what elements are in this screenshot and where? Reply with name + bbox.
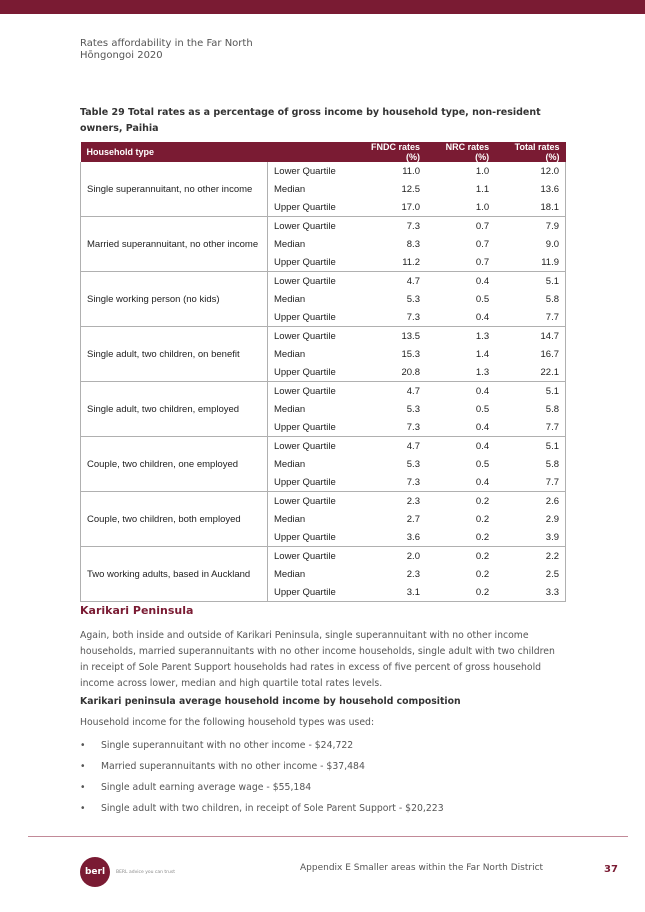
fndc-cell: 7.3 bbox=[406, 220, 420, 232]
fndc-cell: 2.0 bbox=[406, 550, 420, 562]
quartile-cell: Upper Quartile bbox=[268, 473, 352, 492]
section-title: Karikari Peninsula bbox=[80, 604, 194, 617]
table-row bbox=[81, 437, 566, 456]
nrc-cell: 0.2 bbox=[475, 550, 490, 562]
fndc-cell: 2.3 bbox=[406, 568, 420, 580]
list-item: • Single adult earning average wage - $55,184 bbox=[80, 777, 560, 798]
household-type-cell: Single adult, two children, on benefit bbox=[81, 327, 268, 382]
fndc-cell: 7.3 bbox=[352, 473, 426, 492]
total-cell: 7.9 bbox=[495, 217, 565, 236]
table-header-row bbox=[81, 142, 566, 162]
list-item: • Single superannuitant with no other income - $24,722 bbox=[80, 735, 560, 756]
nrc-cell: 0.2 bbox=[475, 495, 490, 507]
total-cell: 5.8 bbox=[495, 400, 565, 418]
household-type-cell: Couple, two children, both employed bbox=[81, 492, 268, 547]
total-cell: 2.5 bbox=[495, 565, 565, 583]
total-cell: 2.2 bbox=[495, 547, 565, 566]
quartile-cell: Median bbox=[268, 510, 352, 528]
fndc-cell: 2.3 bbox=[406, 495, 420, 507]
nrc-cell: 1.1 bbox=[475, 183, 490, 195]
quartile-cell: Median bbox=[268, 400, 352, 418]
nrc-cell: 1.3 bbox=[426, 363, 495, 382]
table-row bbox=[81, 217, 566, 236]
nrc-cell: 0.4 bbox=[475, 440, 490, 452]
nrc-cell: 0.4 bbox=[426, 473, 495, 492]
total-cell: 7.7 bbox=[495, 308, 565, 327]
table-row bbox=[81, 492, 566, 511]
fndc-cell: 3.1 bbox=[352, 583, 426, 602]
top-banner bbox=[0, 0, 645, 14]
total-cell: 14.7 bbox=[495, 327, 565, 346]
fndc-cell: 7.3 bbox=[352, 308, 426, 327]
list-item: • Married superannuitants with no other income - $37,484 bbox=[80, 756, 560, 777]
footer-divider bbox=[28, 836, 628, 837]
household-type-cell: Single superannuitant, no other income bbox=[81, 162, 268, 217]
nrc-cell: 1.0 bbox=[475, 165, 490, 177]
section-paragraph: Again, both inside and outside of Karikari Peninsula, single superannuitant with no other income households, married superannuitants with no other income households, single adult with two children in receipt of Sole Parent Support households had rates in excess of five percent of gross household income across lower, median and high quartile total rates levels. bbox=[80, 630, 555, 689]
nrc-cell: 0.7 bbox=[426, 253, 495, 272]
quartile-cell: Median bbox=[268, 235, 352, 253]
fndc-cell: 11.0 bbox=[402, 165, 420, 177]
total-cell: 3.3 bbox=[495, 583, 565, 602]
quartile-cell: Median bbox=[268, 345, 352, 363]
household-type-cell: Couple, two children, one employed bbox=[81, 437, 268, 492]
total-cell: 7.7 bbox=[495, 473, 565, 492]
fndc-cell: 8.3 bbox=[406, 238, 420, 250]
table-row bbox=[81, 162, 566, 180]
income-list bbox=[80, 735, 560, 819]
fndc-cell: 15.3 bbox=[401, 348, 420, 360]
quartile-cell: Lower Quartile bbox=[268, 382, 352, 401]
col-total: Total rates (%) bbox=[495, 142, 565, 162]
table-row bbox=[81, 272, 566, 291]
page-number: 37 bbox=[604, 864, 618, 875]
header-date: Hōngongoi 2020 bbox=[80, 50, 163, 61]
quartile-cell: Upper Quartile bbox=[268, 308, 352, 327]
total-cell: 9.0 bbox=[495, 235, 565, 253]
nrc-cell: 0.5 bbox=[475, 403, 490, 415]
total-cell: 5.8 bbox=[495, 455, 565, 473]
fndc-cell: 13.5 bbox=[401, 330, 420, 342]
fndc-cell: 4.7 bbox=[406, 385, 420, 397]
quartile-cell: Upper Quartile bbox=[268, 528, 352, 547]
nrc-cell: 0.4 bbox=[475, 385, 490, 397]
quartile-cell: Lower Quartile bbox=[268, 217, 352, 236]
total-cell: 18.1 bbox=[495, 198, 565, 217]
fndc-cell: 3.6 bbox=[352, 528, 426, 547]
nrc-cell: 0.4 bbox=[426, 418, 495, 437]
nrc-cell: 0.2 bbox=[426, 528, 495, 547]
col-quartile bbox=[268, 142, 352, 162]
col-nrc: NRC rates (%) bbox=[426, 142, 495, 162]
quartile-cell: Upper Quartile bbox=[268, 253, 352, 272]
nrc-cell: 0.2 bbox=[426, 583, 495, 602]
total-cell: 12.0 bbox=[495, 162, 565, 180]
header-title: Rates affordability in the Far North bbox=[80, 38, 253, 49]
total-cell: 16.7 bbox=[495, 345, 565, 363]
table-body bbox=[81, 162, 566, 602]
berl-logo: berl bbox=[80, 857, 110, 887]
fndc-cell: 11.2 bbox=[352, 253, 426, 272]
nrc-cell: 0.2 bbox=[475, 568, 490, 580]
quartile-cell: Upper Quartile bbox=[268, 363, 352, 382]
rates-table bbox=[80, 142, 566, 602]
quartile-cell: Median bbox=[268, 180, 352, 198]
total-cell: 5.8 bbox=[495, 290, 565, 308]
fndc-cell: 5.3 bbox=[406, 458, 420, 470]
nrc-cell: 1.0 bbox=[426, 198, 495, 217]
quartile-cell: Median bbox=[268, 290, 352, 308]
nrc-cell: 1.4 bbox=[475, 348, 490, 360]
total-cell: 3.9 bbox=[495, 528, 565, 547]
total-cell: 13.6 bbox=[495, 180, 565, 198]
nrc-cell: 0.5 bbox=[475, 458, 490, 470]
footer-text: Appendix E Smaller areas within the Far North District bbox=[300, 863, 544, 873]
total-cell: 22.1 bbox=[495, 363, 565, 382]
quartile-cell: Lower Quartile bbox=[268, 162, 352, 180]
table-row bbox=[81, 547, 566, 566]
table-caption: Table 29 Total rates as a percentage of gross income by household type, non-resident owners, Paihia bbox=[80, 107, 541, 134]
table-row bbox=[81, 327, 566, 346]
household-type-cell: Two working adults, based in Auckland bbox=[81, 547, 268, 602]
total-cell: 7.7 bbox=[495, 418, 565, 437]
quartile-cell: Upper Quartile bbox=[268, 583, 352, 602]
nrc-cell: 0.2 bbox=[475, 513, 490, 525]
table-row bbox=[81, 382, 566, 401]
total-cell: 5.1 bbox=[495, 437, 565, 456]
section-subheading: Karikari peninsula average household income by household composition bbox=[80, 696, 461, 707]
nrc-cell: 1.3 bbox=[475, 330, 490, 342]
total-cell: 2.9 bbox=[495, 510, 565, 528]
nrc-cell: 0.7 bbox=[475, 220, 490, 232]
fndc-cell: 2.7 bbox=[406, 513, 420, 525]
col-fndc: FNDC rates (%) bbox=[352, 142, 426, 162]
quartile-cell: Upper Quartile bbox=[268, 198, 352, 217]
quartile-cell: Lower Quartile bbox=[268, 272, 352, 291]
quartile-cell: Median bbox=[268, 565, 352, 583]
fndc-cell: 17.0 bbox=[352, 198, 426, 217]
nrc-cell: 0.5 bbox=[475, 293, 490, 305]
household-type-cell: Single working person (no kids) bbox=[81, 272, 268, 327]
fndc-cell: 12.5 bbox=[401, 183, 420, 195]
quartile-cell: Upper Quartile bbox=[268, 418, 352, 437]
list-item: • Single adult with two children, in receipt of Sole Parent Support - $20,223 bbox=[80, 798, 560, 819]
nrc-cell: 0.4 bbox=[426, 308, 495, 327]
quartile-cell: Lower Quartile bbox=[268, 437, 352, 456]
total-cell: 5.1 bbox=[495, 272, 565, 291]
fndc-cell: 4.7 bbox=[406, 275, 420, 287]
nrc-cell: 0.7 bbox=[475, 238, 490, 250]
quartile-cell: Median bbox=[268, 455, 352, 473]
quartile-cell: Lower Quartile bbox=[268, 547, 352, 566]
quartile-cell: Lower Quartile bbox=[268, 492, 352, 511]
household-type-cell: Married superannuitant, no other income bbox=[81, 217, 268, 272]
fndc-cell: 20.8 bbox=[352, 363, 426, 382]
fndc-cell: 5.3 bbox=[406, 293, 420, 305]
running-header bbox=[80, 38, 253, 62]
logo-tagline: BERL advice you can trust bbox=[116, 870, 175, 875]
fndc-cell: 7.3 bbox=[352, 418, 426, 437]
total-cell: 5.1 bbox=[495, 382, 565, 401]
total-cell: 2.6 bbox=[495, 492, 565, 511]
total-cell: 11.9 bbox=[495, 253, 565, 272]
household-type-cell: Single adult, two children, employed bbox=[81, 382, 268, 437]
col-household-type: Household type bbox=[81, 142, 268, 162]
nrc-cell: 0.4 bbox=[475, 275, 490, 287]
quartile-cell: Lower Quartile bbox=[268, 327, 352, 346]
fndc-cell: 4.7 bbox=[406, 440, 420, 452]
section-intro: Household income for the following household types was used: bbox=[80, 717, 375, 728]
fndc-cell: 5.3 bbox=[406, 403, 420, 415]
